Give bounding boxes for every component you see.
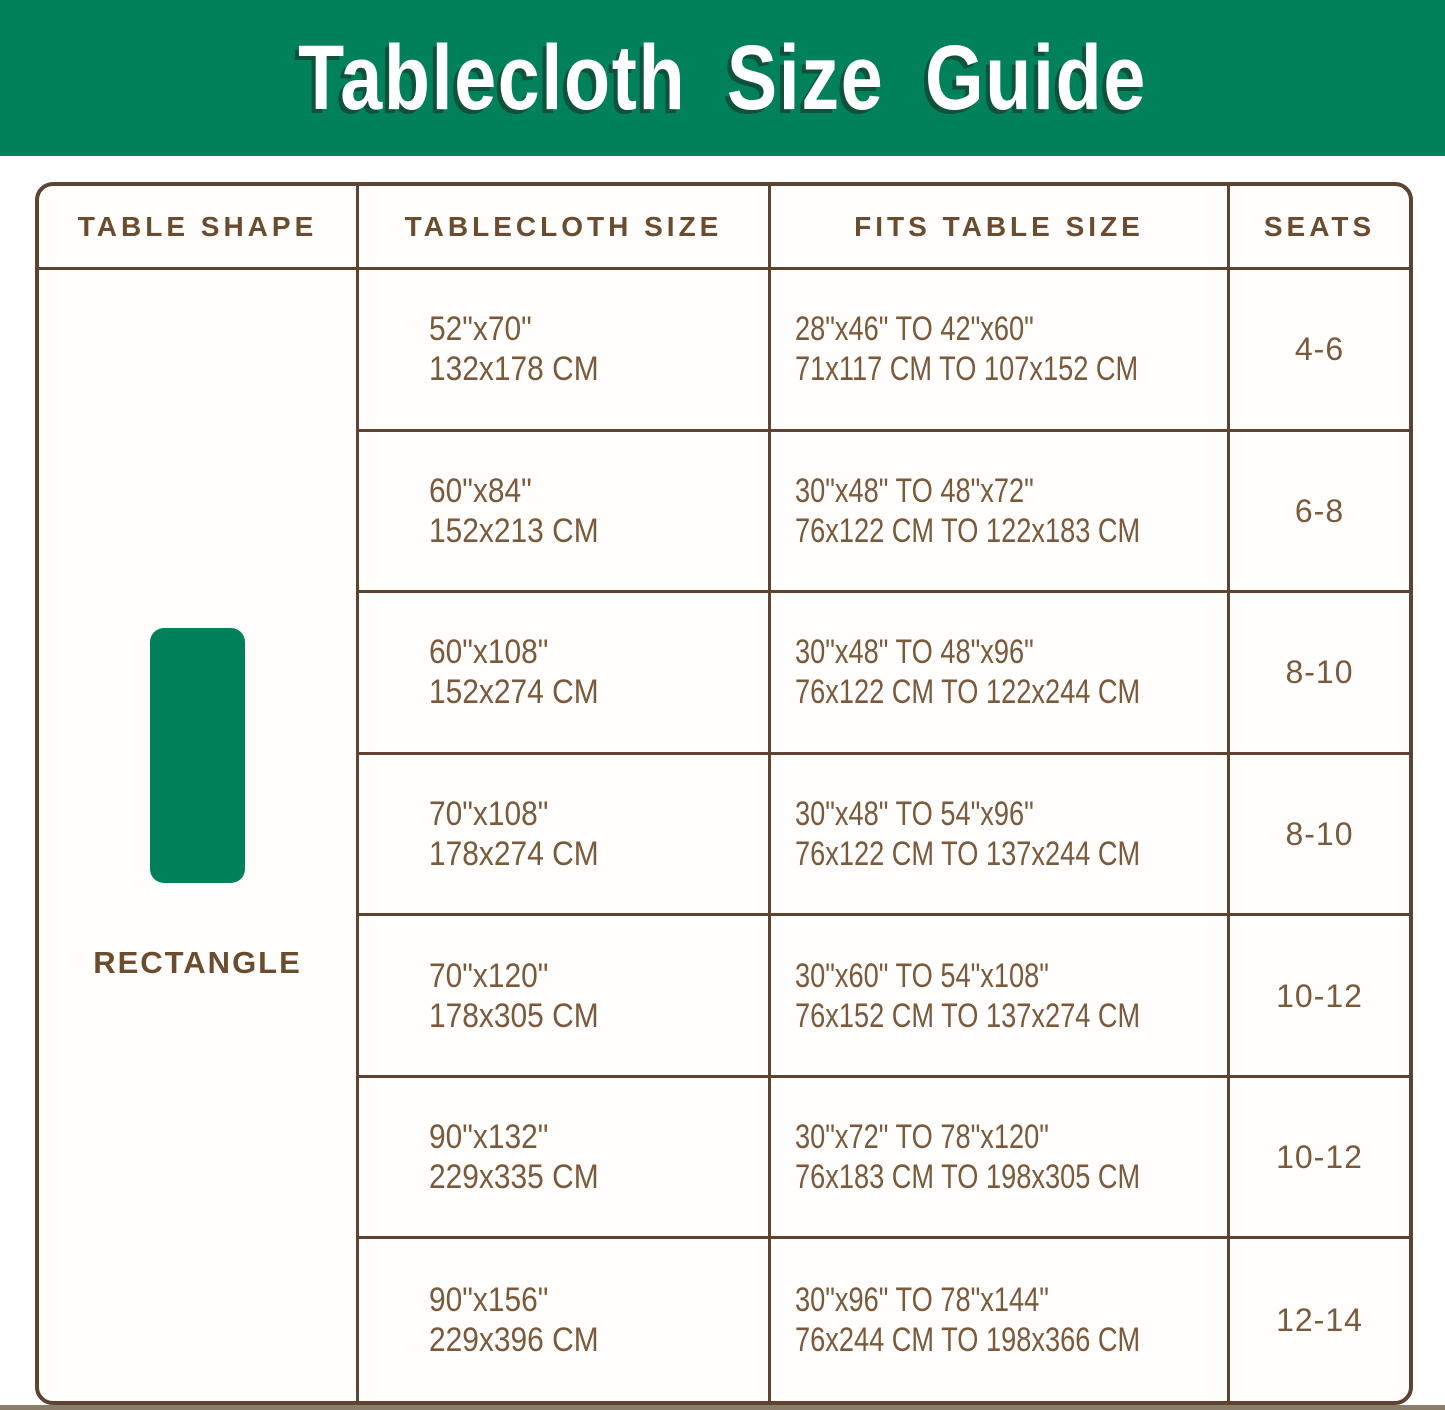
tablecloth-size-cell bbox=[359, 1239, 771, 1401]
tablecloth-size-cell bbox=[359, 916, 771, 1078]
header-banner bbox=[0, 0, 1445, 156]
tablecloth-size-cell bbox=[359, 755, 771, 917]
size-table bbox=[35, 182, 1413, 1405]
tablecloth-size-cell bbox=[359, 432, 771, 594]
seats-value: 12-14 bbox=[1276, 1302, 1363, 1339]
seats-value: 8-10 bbox=[1285, 654, 1354, 691]
column-header-table-shape: TABLE SHAPE bbox=[39, 186, 359, 270]
fits-size-cm: 76x183 CM TO 198x305 CM bbox=[795, 1158, 1141, 1197]
shape-label: RECTANGLE bbox=[93, 945, 302, 980]
fits-size-cm: 76x122 CM TO 122x183 CM bbox=[795, 511, 1141, 550]
fits-size-cm: 76x122 CM TO 122x244 CM bbox=[795, 673, 1141, 712]
fits-size-inches: 30"x96" TO 78"x144" bbox=[795, 1281, 1049, 1320]
seats-value: 8-10 bbox=[1285, 815, 1354, 852]
fits-size-inches: 28"x46" TO 42"x60" bbox=[795, 310, 1034, 349]
seats-cell bbox=[1230, 1239, 1409, 1401]
column-header-seats: SEATS bbox=[1230, 186, 1409, 270]
tablecloth-size-cm: 132x178 CM bbox=[429, 350, 599, 389]
fits-table-size-cell bbox=[771, 1239, 1230, 1401]
fits-size-cm: 76x122 CM TO 137x244 CM bbox=[795, 834, 1141, 873]
seats-cell bbox=[1230, 916, 1409, 1078]
seats-cell bbox=[1230, 432, 1409, 594]
seats-cell bbox=[1230, 270, 1409, 432]
seats-value: 10-12 bbox=[1276, 977, 1363, 1014]
tablecloth-size-inches: 52"x70" bbox=[429, 310, 532, 349]
fits-table-size-cell bbox=[771, 432, 1230, 594]
tablecloth-size-cm: 229x335 CM bbox=[429, 1158, 599, 1197]
table-shape-cell bbox=[39, 270, 359, 1401]
page-title: Tablecloth Size Guide bbox=[298, 27, 1147, 129]
tablecloth-size-inches: 70"x120" bbox=[429, 956, 549, 995]
fits-table-size-cell bbox=[771, 916, 1230, 1078]
tablecloth-size-cm: 178x274 CM bbox=[429, 834, 599, 873]
tablecloth-size-cell bbox=[359, 270, 771, 432]
rectangle-shape-icon bbox=[150, 628, 245, 883]
fits-size-inches: 30"x72" TO 78"x120" bbox=[795, 1118, 1049, 1157]
fits-size-inches: 30"x48" TO 48"x96" bbox=[795, 633, 1034, 672]
fits-size-inches: 30"x60" TO 54"x108" bbox=[795, 956, 1049, 995]
seats-value: 4-6 bbox=[1294, 331, 1345, 368]
tablecloth-size-cm: 229x396 CM bbox=[429, 1321, 599, 1360]
fits-size-inches: 30"x48" TO 48"x72" bbox=[795, 471, 1034, 510]
fits-table-size-cell bbox=[771, 1078, 1230, 1240]
tablecloth-size-cm: 178x305 CM bbox=[429, 996, 599, 1035]
seats-value: 6-8 bbox=[1294, 492, 1345, 529]
seats-value: 10-12 bbox=[1276, 1139, 1363, 1176]
tablecloth-size-inches: 70"x108" bbox=[429, 794, 549, 833]
tablecloth-size-inches: 60"x84" bbox=[429, 471, 532, 510]
bottom-edge-strip bbox=[0, 1405, 1445, 1410]
seats-cell bbox=[1230, 755, 1409, 917]
tablecloth-size-cell bbox=[359, 1078, 771, 1240]
tablecloth-size-inches: 90"x132" bbox=[429, 1118, 549, 1157]
seats-cell bbox=[1230, 1078, 1409, 1240]
tablecloth-size-cm: 152x213 CM bbox=[429, 511, 599, 550]
fits-table-size-cell bbox=[771, 755, 1230, 917]
fits-size-cm: 71x117 CM TO 107x152 CM bbox=[795, 350, 1139, 389]
fits-size-cm: 76x244 CM TO 198x366 CM bbox=[795, 1321, 1141, 1360]
column-header-fits-table-size: FITS TABLE SIZE bbox=[771, 186, 1230, 270]
column-header-tablecloth-size: TABLECLOTH SIZE bbox=[359, 186, 771, 270]
fits-size-inches: 30"x48" TO 54"x96" bbox=[795, 794, 1034, 833]
tablecloth-size-cm: 152x274 CM bbox=[429, 673, 599, 712]
tablecloth-size-cell bbox=[359, 593, 771, 755]
tablecloth-size-inches: 90"x156" bbox=[429, 1281, 549, 1320]
fits-table-size-cell bbox=[771, 270, 1230, 432]
seats-cell bbox=[1230, 593, 1409, 755]
tablecloth-size-inches: 60"x108" bbox=[429, 633, 549, 672]
fits-size-cm: 76x152 CM TO 137x274 CM bbox=[795, 996, 1141, 1035]
fits-table-size-cell bbox=[771, 593, 1230, 755]
